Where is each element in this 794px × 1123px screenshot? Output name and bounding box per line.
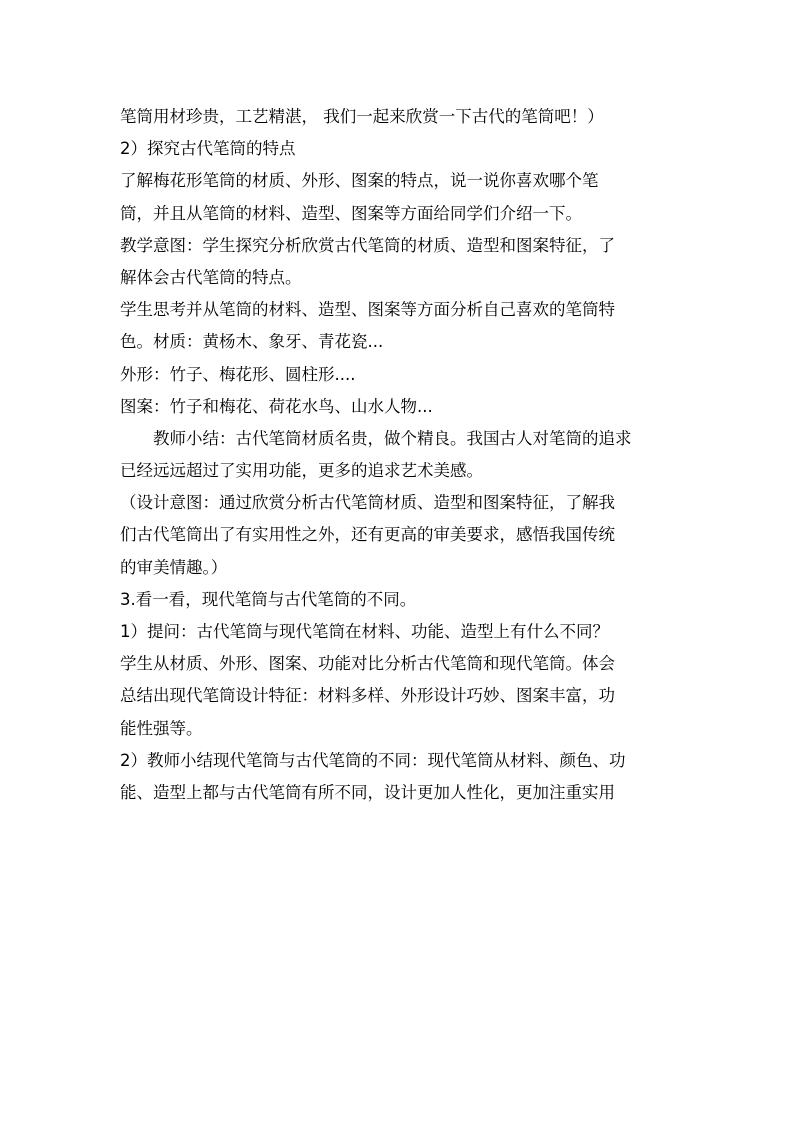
section-heading: 3.看一看，现代笔筒与古代笔筒的不同。 bbox=[120, 589, 417, 609]
text-line: 解体会古代笔筒的特点。 bbox=[120, 267, 302, 287]
text-line: 学生思考并从笔筒的材料、造型、图案等方面分析自己喜欢的笔筒特 bbox=[120, 300, 615, 320]
text-line: 能性强等。 bbox=[120, 718, 203, 738]
text-line: 们古代笔筒出了有实用性之外，还有更高的审美要求，感悟我国传统 bbox=[120, 525, 615, 545]
text-line: 筒，并且从笔筒的材料、造型、图案等方面给同学们介绍一下。 bbox=[120, 203, 582, 223]
text-line: 图案：竹子和梅花、荷花水鸟、山水人物... bbox=[120, 396, 433, 416]
text-line: 总结出现代笔筒设计特征：材料多样、外形设计巧妙、图案丰富，功 bbox=[120, 686, 615, 706]
text-line: 教学意图：学生探究分析欣赏古代笔筒的材质、造型和图案特征，了 bbox=[120, 235, 615, 255]
document-body bbox=[120, 101, 680, 809]
text-line: 教师小结：古代笔筒材质名贵，做个精良。我国古人对笔筒的追求 bbox=[153, 428, 632, 448]
text-line: 的审美情趣。） bbox=[120, 557, 228, 577]
text-line: 能、造型上都与古代笔筒有所不同，设计更加人性化，更加注重实用 bbox=[120, 782, 615, 802]
text-line: 2）教师小结现代笔筒与古代笔筒的不同：现代笔筒从材料、颜色、功 bbox=[120, 750, 626, 770]
text-line: 外形：竹子、梅花形、圆柱形.... bbox=[120, 364, 356, 384]
text-line: 笔筒用材珍贵，工艺精湛， 我们一起来欣赏一下古代的笔筒吧！） bbox=[120, 107, 604, 126]
text-line: 了解梅花形笔筒的材质、外形、图案的特点，说一说你喜欢哪个笔 bbox=[120, 171, 599, 191]
text-line: 色。材质：黄杨木、象牙、青花瓷... bbox=[120, 332, 384, 352]
text-line: 已经远远超过了实用功能，更多的追求艺术美感。 bbox=[120, 461, 483, 481]
text-line: 学生从材质、外形、图案、功能对比分析古代笔筒和现代笔筒。体会 bbox=[120, 654, 615, 674]
text-line: （设计意图：通过欣赏分析古代笔筒材质、造型和图案特征，了解我 bbox=[120, 493, 615, 513]
text-line: 1）提问：古代笔筒与现代笔筒在材料、功能、造型上有什么不同？ bbox=[120, 622, 609, 641]
section-heading: 2）探究古代笔筒的特点 bbox=[120, 139, 296, 159]
